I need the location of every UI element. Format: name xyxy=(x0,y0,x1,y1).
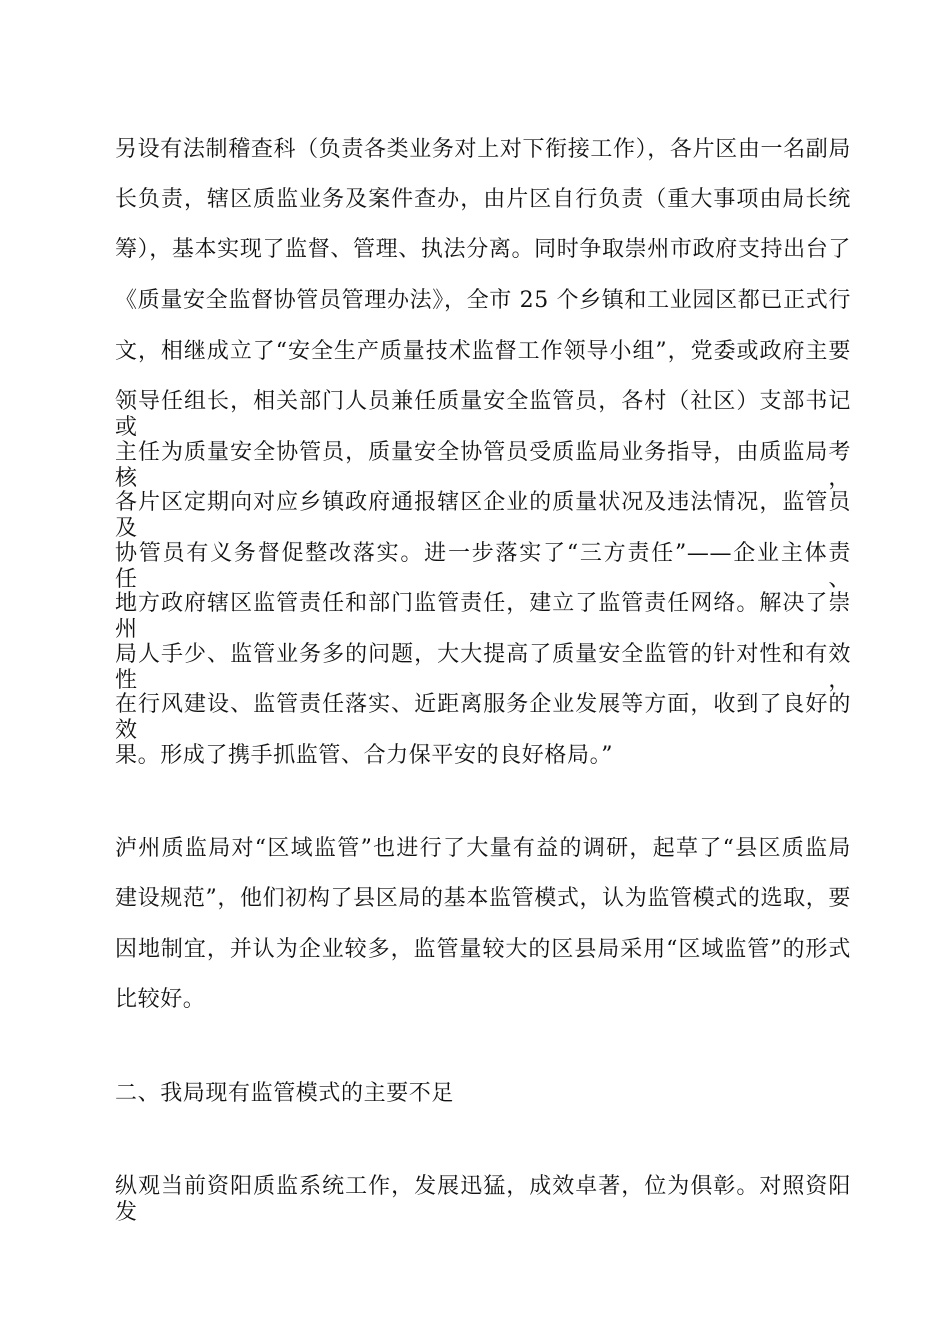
text-line: 泸州质监局对“区域监管”也进行了大量有益的调研，起草了“县区质监局 xyxy=(115,836,851,861)
text-line: 另设有法制稽查科（负责各类业务对上对下衔接工作），各片区由一名副局 xyxy=(115,137,851,162)
text-line: 纵观当前资阳质监系统工作，发展迅猛，成效卓著，位为俱彰。对照资阳发 xyxy=(115,1174,851,1225)
text-line: 筹），基本实现了监督、管理、执法分离。同时争取崇州市政府支持出台了 xyxy=(115,237,851,262)
section-heading: 二、我局现有监管模式的主要不足 xyxy=(115,1081,455,1106)
text-line: 长负责，辖区质监业务及案件查办，由片区自行负责（重大事项由局长统 xyxy=(115,187,851,212)
text-line: 《质量安全监督协管员管理办法》，全市 25 个乡镇和工业园区都已正式行 xyxy=(115,288,851,313)
text-line: 比较好。 xyxy=(115,987,206,1012)
text-line: 主任为质量安全协管员，质量安全协管员受质监局业务指导，由质监局考核， xyxy=(115,440,851,491)
text-line: 果。形成了携手抓监管、合力保平安的良好格局。” xyxy=(115,743,614,768)
text-line: 建设规范”，他们初构了县区局的基本监管模式，认为监管模式的选取，要 xyxy=(115,886,851,911)
text-line: 在行风建设、监管责任落实、近距离服务企业发展等方面，收到了良好的效 xyxy=(115,692,851,743)
text-line: 地方政府辖区监管责任和部门监管责任，建立了监管责任网络。解决了崇州 xyxy=(115,591,851,642)
text-line: 局人手少、监管业务多的问题，大大提高了质量安全监管的针对性和有效性， xyxy=(115,642,851,693)
text-line: 因地制宜，并认为企业较多，监管量较大的区县局采用“区域监管”的形式 xyxy=(115,937,851,962)
text-line: 协管员有义务督促整改落实。进一步落实了“三方责任”——企业主体责任、 xyxy=(115,541,851,592)
text-line: 领导任组长，相关部门人员兼任质量安全监管员，各村（社区）支部书记或 xyxy=(115,389,851,440)
text-line: 各片区定期向对应乡镇政府通报辖区企业的质量状况及违法情况，监管员及 xyxy=(115,490,851,541)
text-line: 文，相继成立了“安全生产质量技术监督工作领导小组”，党委或政府主要 xyxy=(115,339,851,364)
